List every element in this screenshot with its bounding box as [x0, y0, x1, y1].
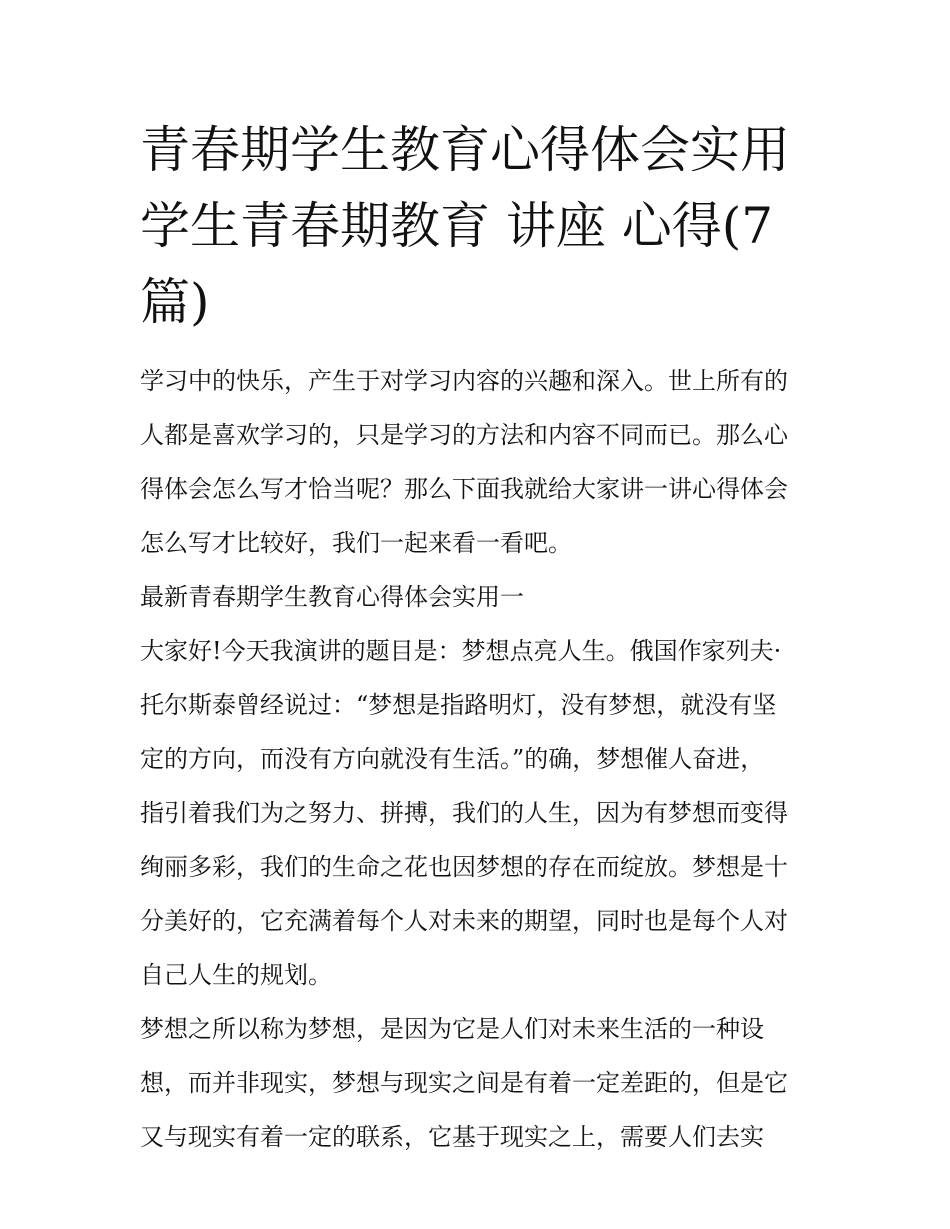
document-content	[140, 112, 812, 1164]
text-line: 绚丽多彩，我们的生命之花也因梦想的存在而绽放。梦想是十	[140, 853, 788, 881]
document-title	[140, 112, 812, 340]
text-line: 得体会怎么写才恰当呢？那么下面我就给大家讲一讲心得体会	[140, 475, 788, 503]
intro-paragraph	[140, 354, 812, 570]
title-line: 篇)	[140, 273, 210, 331]
text-line: 怎么写才比较好，我们一起来看一看吧。	[140, 529, 572, 557]
text-line: 想，而并非现实，梦想与现实之间是有着一定差距的，但是它	[140, 1069, 788, 1097]
title-line: 学生青春期教育 讲座 心得(7	[140, 197, 774, 255]
text-line: 又与现实有着一定的联系，它基于现实之上，需要人们去实	[140, 1123, 764, 1151]
section-heading	[140, 570, 812, 624]
speech-paragraph-2	[140, 1002, 812, 1164]
speech-paragraph-1	[140, 624, 812, 1002]
text-line: 人都是喜欢学习的，只是学习的方法和内容不同而已。那么心	[140, 421, 788, 449]
title-line: 青春期学生教育心得体会实用	[140, 121, 790, 179]
text-line: 学习中的快乐，产生于对学习内容的兴趣和深入。世上所有的	[140, 367, 788, 395]
text-line: 分美好的，它充满着每个人对未来的期望，同时也是每个人对	[140, 907, 788, 935]
text-line: 梦想之所以称为梦想，是因为它是人们对未来生活的一种设	[140, 1015, 764, 1043]
text-line: 大家好!今天我演讲的题目是：梦想点亮人生。俄国作家列夫·	[140, 637, 782, 665]
text-line: 托尔斯泰曾经说过：“梦想是指路明灯，没有梦想，就没有坚	[140, 691, 777, 719]
section-heading-text: 最新青春期学生教育心得体会实用一	[140, 583, 524, 611]
text-line: 定的方向，而没有方向就没有生活。”的确，梦想催人奋进，	[140, 745, 765, 773]
text-line: 自己人生的规划。	[140, 961, 332, 989]
text-line: 指引着我们为之努力、拼搏，我们的人生，因为有梦想而变得	[140, 799, 788, 827]
